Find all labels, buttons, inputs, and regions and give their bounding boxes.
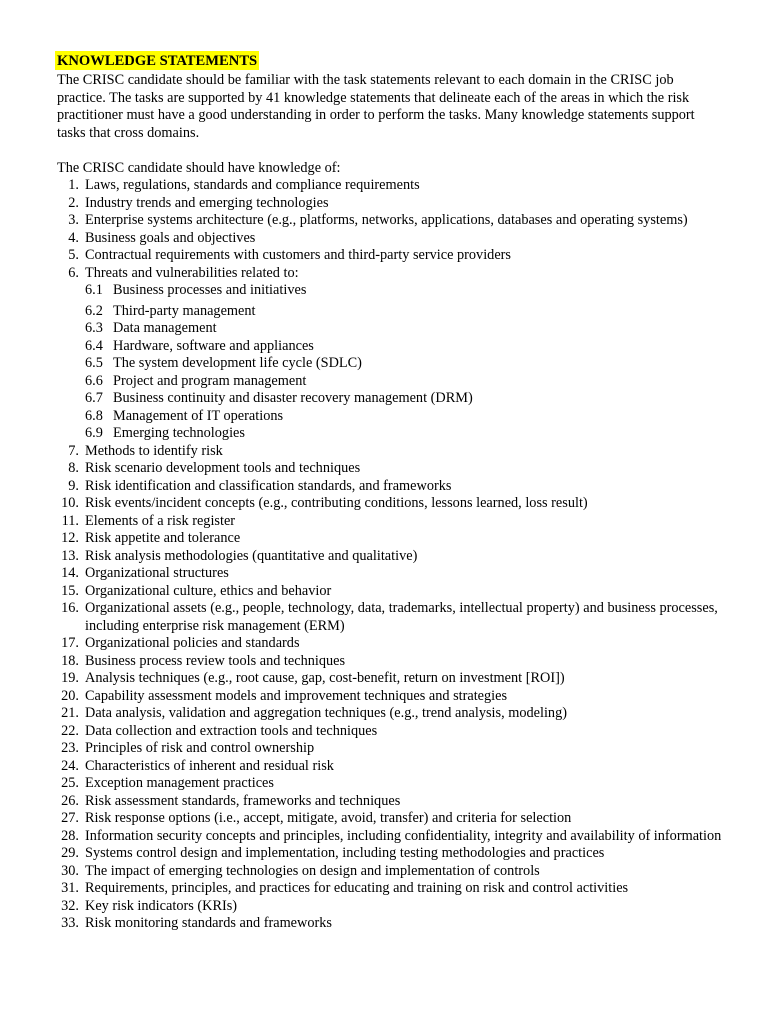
item-text: Organizational structures (85, 565, 229, 581)
sub-item-text: Management of IT operations (113, 407, 284, 424)
knowledge-statement-item (57, 705, 722, 723)
item-number: 15. (61, 582, 79, 599)
knowledge-statement-item (57, 247, 722, 265)
item-number: 18. (61, 652, 79, 669)
item-number: 9. (68, 477, 79, 494)
item-text: Analysis techniques (e.g., root cause, gap, cost-benefit, return on investment [ROI]) (85, 670, 565, 686)
item-number: 13. (61, 547, 79, 564)
item-text: Risk monitoring standards and frameworks (85, 915, 332, 931)
item-number: 27. (61, 810, 79, 826)
item-number: 11. (61, 512, 79, 529)
item-text: Data analysis, validation and aggregation techniques (e.g., trend analysis, modeling) (85, 705, 567, 721)
item-text: Principles of risk and control ownership (85, 740, 315, 756)
item-text: Characteristics of inherent and residual risk (85, 757, 334, 774)
item-number: 8. (68, 460, 79, 476)
item-number: 12. (61, 530, 79, 546)
item-text: Methods to identify risk (85, 442, 223, 459)
item-number: 31. (61, 880, 79, 896)
sublist-item (57, 373, 722, 391)
item-number: 4. (68, 229, 79, 246)
threats-sublist (57, 282, 722, 443)
sub-item-number: 6.5 (85, 355, 103, 371)
item-text: Business goals and objectives (85, 229, 256, 246)
item-number: 19. (61, 670, 79, 686)
knowledge-statement-item (57, 845, 722, 863)
knowledge-statement-item (57, 230, 722, 248)
sub-item-number: 6.2 (85, 302, 103, 319)
knowledge-statement-item (57, 775, 722, 793)
sublist-item (57, 390, 722, 408)
item-text: The impact of emerging technologies on design and implementation of controls (85, 862, 540, 879)
knowledge-statement-item (57, 583, 722, 601)
sub-item-text: Emerging technologies (113, 425, 245, 441)
knowledge-statement-item (57, 600, 722, 635)
document-page (57, 51, 722, 933)
item-text: Requirements, principles, and practices for educating and training on risk and control activities (85, 880, 629, 896)
knowledge-statement-item (57, 565, 722, 583)
item-text: Elements of a risk register (85, 512, 236, 529)
knowledge-statement-item (57, 758, 722, 776)
knowledge-statement-item (57, 548, 722, 566)
knowledge-statement-item (57, 740, 722, 758)
sublist-item (57, 282, 722, 300)
item-text: Organizational culture, ethics and behavior (85, 582, 332, 599)
item-number: 24. (61, 757, 79, 774)
knowledge-statement-item (57, 793, 722, 811)
item-text: Exception management practices (85, 775, 274, 791)
sublist-item (57, 338, 722, 356)
knowledge-statement-item (57, 177, 722, 195)
knowledge-statement-item (57, 653, 722, 671)
knowledge-statement-item (57, 195, 722, 213)
sub-item-number: 6.4 (85, 337, 103, 354)
item-number: 16. (61, 600, 79, 616)
sub-item-number: 6.1 (85, 282, 103, 298)
knowledge-statement-item (57, 443, 722, 461)
item-text: Risk analysis methodologies (quantitative and qualitative) (85, 547, 418, 564)
item-number: 17. (61, 635, 79, 651)
sub-item-number: 6.7 (85, 390, 103, 406)
item-number: 33. (61, 915, 79, 931)
item-number: 22. (61, 722, 79, 739)
blank-line (57, 142, 722, 160)
item-number: 3. (68, 212, 79, 228)
item-text: Organizational assets (e.g., people, technology, data, trademarks, intellectual property) and business processes, including enterprise risk management (ERM) (85, 600, 718, 634)
item-text: Laws, regulations, standards and compliance requirements (85, 177, 420, 193)
item-number: 10. (61, 495, 79, 511)
item-number: 21. (61, 705, 79, 721)
item-number: 29. (61, 845, 79, 861)
knowledge-statement-item (57, 265, 722, 283)
knowledge-statement-item (57, 723, 722, 741)
knowledge-statement-item (57, 670, 722, 688)
knowledge-statement-item (57, 495, 722, 513)
item-text: Risk events/incident concepts (e.g., contributing conditions, lessons learned, loss result) (85, 495, 588, 511)
knowledge-statement-item (57, 513, 722, 531)
sublist-item (57, 425, 722, 443)
sub-item-number: 6.8 (85, 407, 103, 424)
item-number: 1. (68, 177, 79, 193)
item-text: Enterprise systems architecture (e.g., platforms, networks, applications, databases and operating systems) (85, 212, 688, 228)
item-text: Information security concepts and principles, including confidentiality, integrity and availability of information (85, 827, 722, 844)
knowledge-statement-item (57, 898, 722, 916)
sublist-item (57, 408, 722, 426)
item-number: 30. (61, 862, 79, 879)
item-number: 23. (61, 740, 79, 756)
item-text: Business process review tools and techniques (85, 652, 346, 669)
knowledge-statement-item (57, 688, 722, 706)
sub-item-text: Business processes and initiatives (113, 282, 307, 298)
item-number: 28. (61, 827, 79, 844)
item-text: Capability assessment models and improvement techniques and strategies (85, 687, 508, 704)
item-number: 5. (68, 247, 79, 263)
sub-item-number: 6.3 (85, 320, 103, 336)
item-number: 2. (68, 194, 79, 211)
sub-item-text: Data management (113, 320, 217, 336)
item-text: Industry trends and emerging technologies (85, 194, 329, 211)
sub-item-text: Hardware, software and appliances (113, 337, 314, 354)
item-number: 32. (61, 897, 79, 914)
sub-item-text: Third-party management (113, 302, 256, 319)
sublist-item (57, 355, 722, 373)
knowledge-statement-item (57, 460, 722, 478)
knowledge-statement-item (57, 863, 722, 881)
item-number: 20. (61, 687, 79, 704)
knowledge-statement-list (57, 177, 722, 933)
item-text: Organizational policies and standards (85, 635, 300, 651)
item-number: 26. (61, 792, 79, 809)
knowledge-statement-item (57, 530, 722, 548)
knowledge-statement-item (57, 212, 722, 230)
heading-row (57, 51, 722, 72)
knowledge-statement-item (57, 810, 722, 828)
sublist-item (57, 303, 722, 321)
item-number: 7. (68, 442, 79, 459)
knowledge-statement-item (57, 828, 722, 846)
knowledge-statement-item (57, 915, 722, 933)
item-number: 14. (61, 565, 79, 581)
item-text: Risk response options (i.e., accept, mitigate, avoid, transfer) and criteria for selection (85, 810, 572, 826)
list-lead-in: The CRISC candidate should have knowledge of: (57, 159, 341, 176)
sub-item-text: Project and program management (113, 372, 307, 389)
intro-paragraph: The CRISC candidate should be familiar with the task statements relevant to each domain in the CRISC job practice. The tasks are supported by 41 knowledge statements that delineate each of the areas in which the risk practitioner must have a good understanding in order to perform the tasks. Many knowledge statements support tasks that cross domains. (57, 72, 695, 141)
item-text: Data collection and extraction tools and techniques (85, 722, 378, 739)
item-text: Risk identification and classification standards, and frameworks (85, 477, 452, 494)
section-heading: KNOWLEDGE STATEMENTS (57, 53, 258, 69)
sub-item-text: The system development life cycle (SDLC) (113, 355, 362, 371)
knowledge-statement-item (57, 478, 722, 496)
item-text: Risk assessment standards, frameworks and techniques (85, 792, 401, 809)
item-text: Systems control design and implementation, including testing methodologies and practices (85, 845, 605, 861)
item-number: 6. (68, 264, 79, 281)
sub-item-number: 6.6 (85, 372, 103, 389)
sublist-item (57, 320, 722, 338)
knowledge-statement-item (57, 880, 722, 898)
item-text: Key risk indicators (KRIs) (85, 897, 238, 914)
item-text: Risk appetite and tolerance (85, 530, 241, 546)
sub-item-number: 6.9 (85, 425, 103, 441)
item-text: Risk scenario development tools and techniques (85, 460, 361, 476)
item-number: 25. (61, 775, 79, 791)
item-text: Threats and vulnerabilities related to: (85, 264, 299, 281)
item-text: Contractual requirements with customers and third-party service providers (85, 247, 511, 263)
sub-item-text: Business continuity and disaster recovery management (DRM) (113, 390, 473, 406)
knowledge-statement-item (57, 635, 722, 653)
